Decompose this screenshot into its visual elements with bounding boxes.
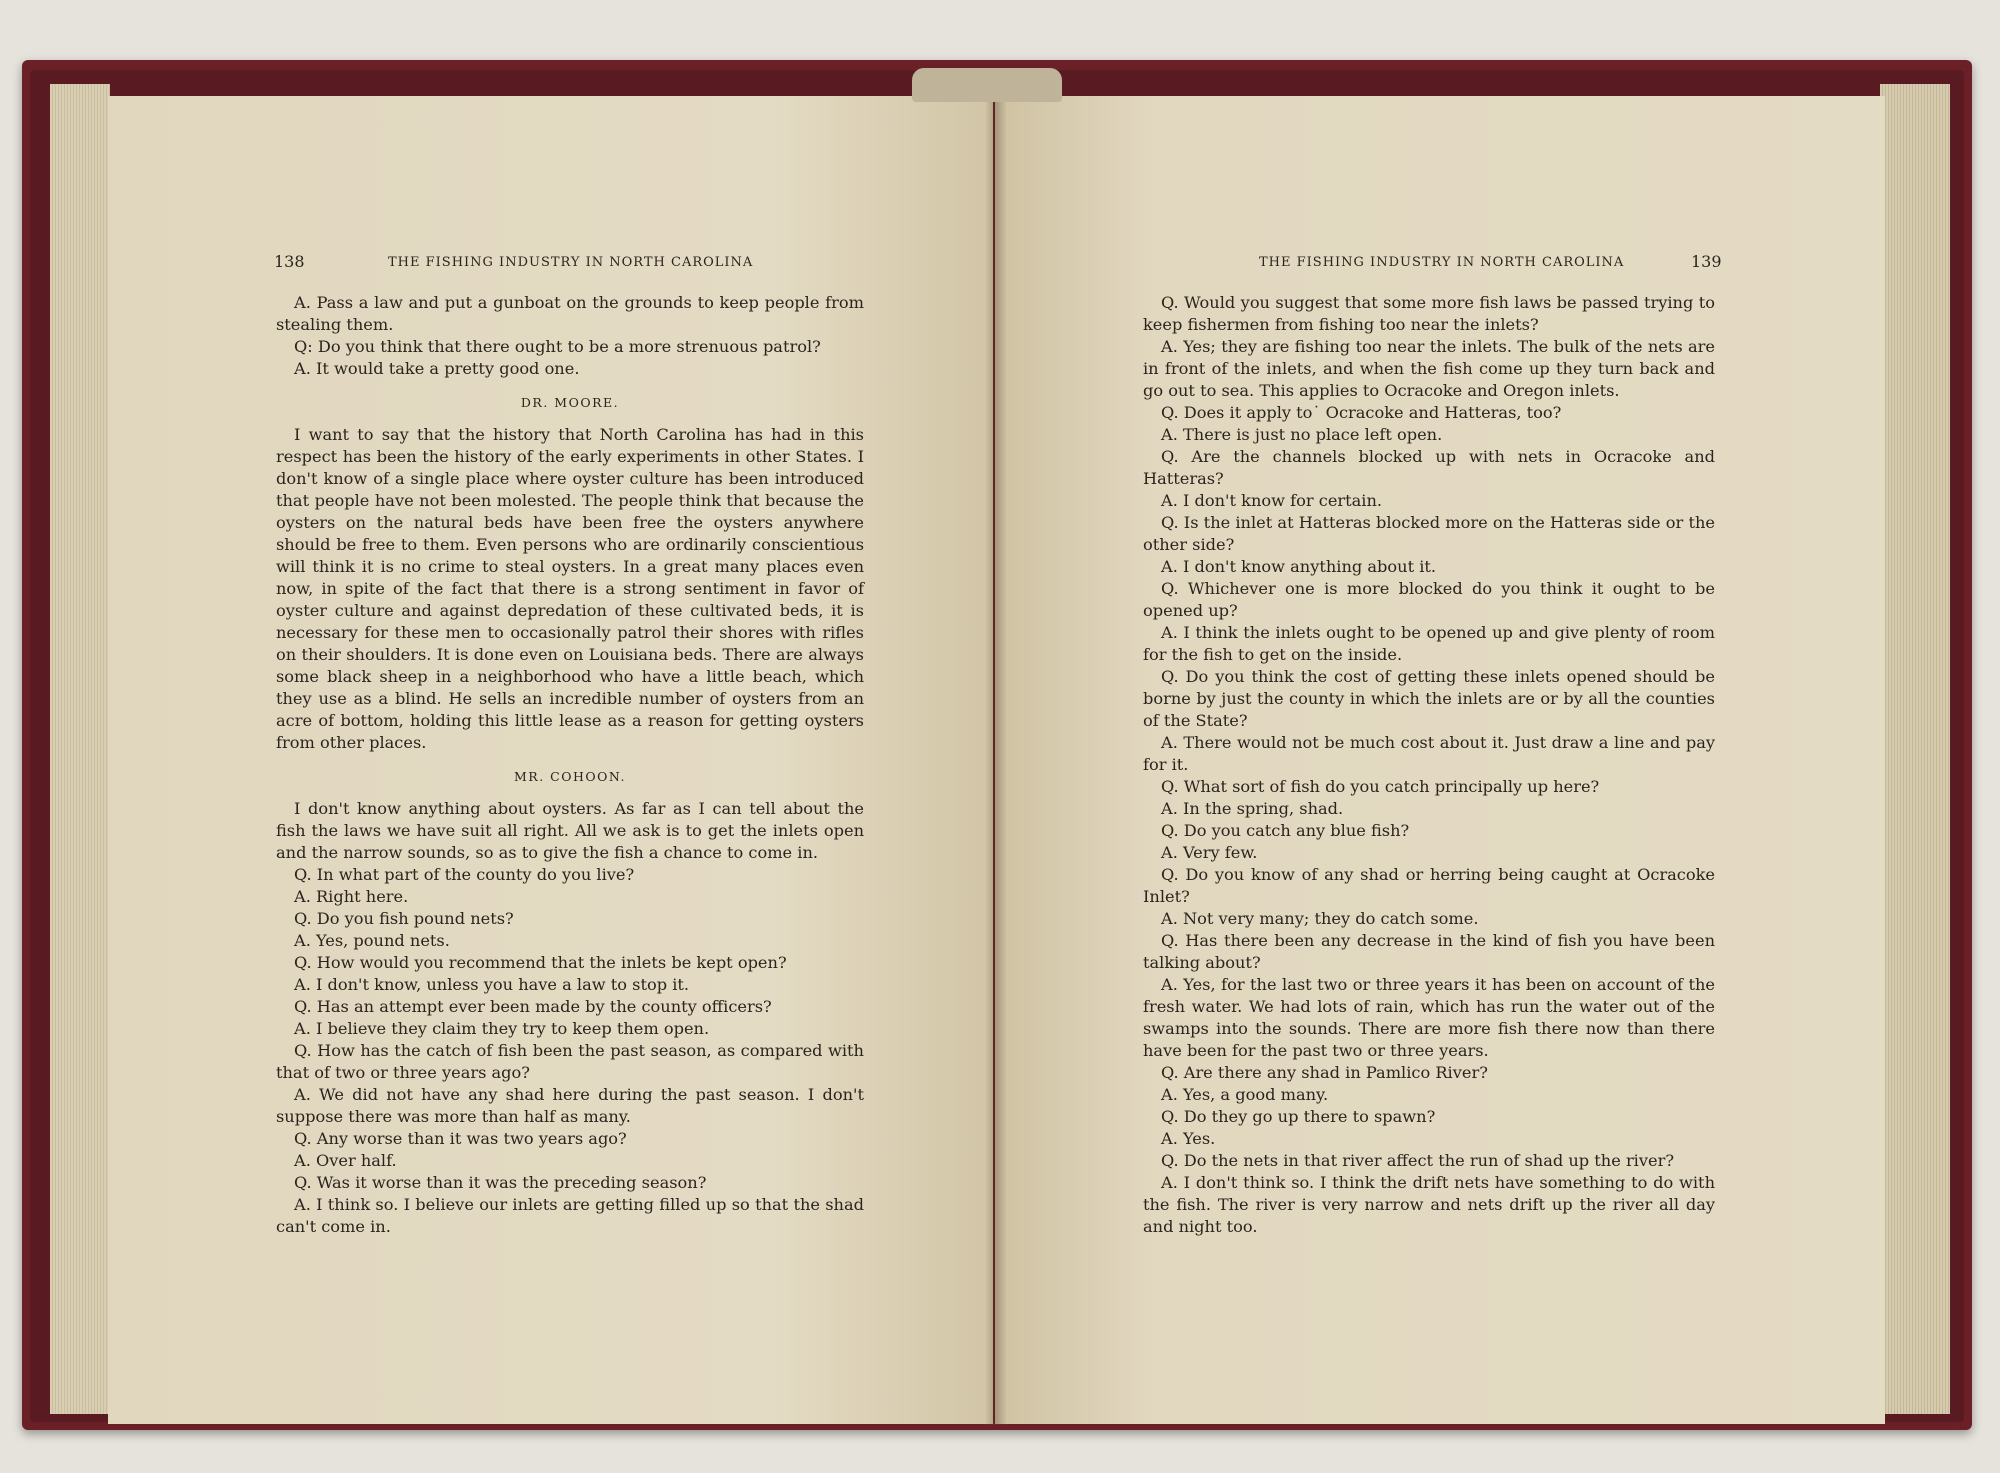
text-paragraph: A. I don't know anything about it. <box>1161 557 1437 576</box>
right-page <box>995 96 1885 1424</box>
speaker-heading: MR. COHOON. <box>514 769 626 784</box>
text-paragraph: Q. Has an attempt ever been made by the county officers? <box>294 997 772 1016</box>
text-paragraph: A. I don't know for certain. <box>1161 491 1383 510</box>
right-page-body <box>1143 292 1715 1238</box>
text-paragraph: Q. What sort of fish do you catch principally up here? <box>1161 777 1600 796</box>
text-paragraph: A. I don't know, unless you have a law to stop it. <box>294 975 690 994</box>
text-paragraph: A. Yes, for the last two or three years it has been on account of the fresh water. We had lots of rain, which has run the water out of the swamps into the sounds. There are more fish there now than there have been for the past two or three years. <box>1143 975 1715 1060</box>
text-paragraph: Q. Are there any shad in Pamlico River? <box>1161 1063 1488 1082</box>
text-paragraph: A. Very few. <box>1161 843 1258 862</box>
text-paragraph: Q. In what part of the county do you live? <box>294 865 635 884</box>
text-paragraph: Q. Do the nets in that river affect the run of shad up the river? <box>1161 1151 1675 1170</box>
text-paragraph: Q. Do they go up there to spawn? <box>1161 1107 1436 1126</box>
right-running-title: THE FISHING INDUSTRY IN NORTH CAROLINA <box>1259 255 1625 270</box>
text-paragraph: Q. Do you think the cost of getting these inlets opened should be borne by just the county in which the inlets are or by all the counties of the State? <box>1143 667 1715 730</box>
text-paragraph: Q. Any worse than it was two years ago? <box>294 1129 627 1148</box>
text-paragraph: A. Yes; they are fishing too near the inlets. The bulk of the nets are in front of the inlets, and when the fish come up they turn back and go out to sea. This applies to Ocracoke and Oregon inlets. <box>1143 337 1715 400</box>
spine-damage <box>912 68 1062 102</box>
left-page-stack <box>50 84 110 1414</box>
text-paragraph: A. There is just no place left open. <box>1161 425 1443 444</box>
text-paragraph: Q. Would you suggest that some more fish laws be passed trying to keep fishermen from fishing too near the inlets? <box>1143 293 1715 334</box>
text-paragraph: A. Right here. <box>294 887 409 906</box>
right-page-number: 139 <box>1691 252 1722 271</box>
text-paragraph: A. Over half. <box>294 1151 397 1170</box>
text-paragraph: Q. Was it worse than it was the preceding season? <box>294 1173 707 1192</box>
right-running-head <box>995 254 1885 278</box>
text-paragraph: Q. Do you know of any shad or herring being caught at Ocracoke Inlet? <box>1143 865 1715 906</box>
text-paragraph: A. I think so. I believe our inlets are getting filled up so that the shad can't come in. <box>276 1195 864 1236</box>
left-running-head <box>108 254 993 278</box>
speaker-heading: DR. MOORE. <box>520 395 620 410</box>
text-paragraph: A. Yes, pound nets. <box>294 931 450 950</box>
text-paragraph: Q. How has the catch of fish been the past season, as compared with that of two or three years ago? <box>276 1041 864 1082</box>
left-page <box>108 96 993 1424</box>
text-paragraph: A. In the spring, shad. <box>1161 799 1344 818</box>
text-paragraph: Q. Has there been any decrease in the kind of fish you have been talking about? <box>1143 931 1715 972</box>
text-paragraph: A. I believe they claim they try to keep them open. <box>294 1019 710 1038</box>
text-paragraph: Q: Do you think that there ought to be a more strenuous patrol? <box>294 337 821 356</box>
text-paragraph: A. Not very many; they do catch some. <box>1161 909 1479 928</box>
text-paragraph: A. I don't think so. I think the drift nets have something to do with the fish. The river is very narrow and nets drift up the river all day and night too. <box>1143 1173 1715 1236</box>
text-paragraph: Q. Do you fish pound nets? <box>294 909 514 928</box>
left-page-number: 138 <box>274 252 305 271</box>
text-paragraph: A. There would not be much cost about it. Just draw a line and pay for it. <box>1143 733 1715 774</box>
text-paragraph: I don't know anything about oysters. As far as I can tell about the fish the laws we have suit all right. All we ask is to get the inlets open and the narrow sounds, so as to give the fish a chance to come in. <box>276 799 864 862</box>
right-page-stack <box>1880 84 1950 1414</box>
text-paragraph: Q. Whichever one is more blocked do you think it ought to be opened up? <box>1143 579 1715 620</box>
text-paragraph: A. I think the inlets ought to be opened up and give plenty of room for the fish to get on the inside. <box>1143 623 1715 664</box>
text-paragraph: A. Yes, a good many. <box>1161 1085 1329 1104</box>
text-paragraph: Q. Do you catch any blue fish? <box>1161 821 1410 840</box>
text-paragraph: Q. Is the inlet at Hatteras blocked more on the Hatteras side or the other side? <box>1143 513 1715 554</box>
text-paragraph: I want to say that the history that North Carolina has had in this respect has been the history of the early experiments in other States. I don't know of a single place where oyster culture has been introduced that people have not been molested. The people think that because the oysters on the natural beds have been free the oysters anywhere should be free to them. Even persons who are ordinarily conscientious will think it is no crime to steal oysters. In a great many places even now, in spite of the fact that there is a strong sentiment in favor of oyster culture and against depredation of these cultivated beds, it is necessary for these men to occasionally patrol their shores with rifles on their shoulders. It is done even on Louisiana beds. There are always some black sheep in a neighborhood who have a little beach, which they use as a blind. He sells an incredible number of oysters from an acre of bottom, holding this little lease as a reason for getting oysters from other places. <box>276 425 864 752</box>
left-running-title: THE FISHING INDUSTRY IN NORTH CAROLINA <box>388 255 754 270</box>
text-paragraph: Q. Does it apply to˙ Ocracoke and Hatteras, too? <box>1161 403 1562 422</box>
left-page-body <box>276 292 864 1238</box>
book-gutter <box>985 80 1007 1425</box>
text-paragraph: Q. Are the channels blocked up with nets in Ocracoke and Hatteras? <box>1143 447 1715 488</box>
text-paragraph: A. Yes. <box>1161 1129 1216 1148</box>
text-paragraph: Q. How would you recommend that the inlets be kept open? <box>294 953 787 972</box>
text-paragraph: A. We did not have any shad here during the past season. I don't suppose there was more than half as many. <box>276 1085 864 1126</box>
text-paragraph: A. Pass a law and put a gunboat on the grounds to keep people from stealing them. <box>276 293 864 334</box>
text-paragraph: A. It would take a pretty good one. <box>294 359 580 378</box>
